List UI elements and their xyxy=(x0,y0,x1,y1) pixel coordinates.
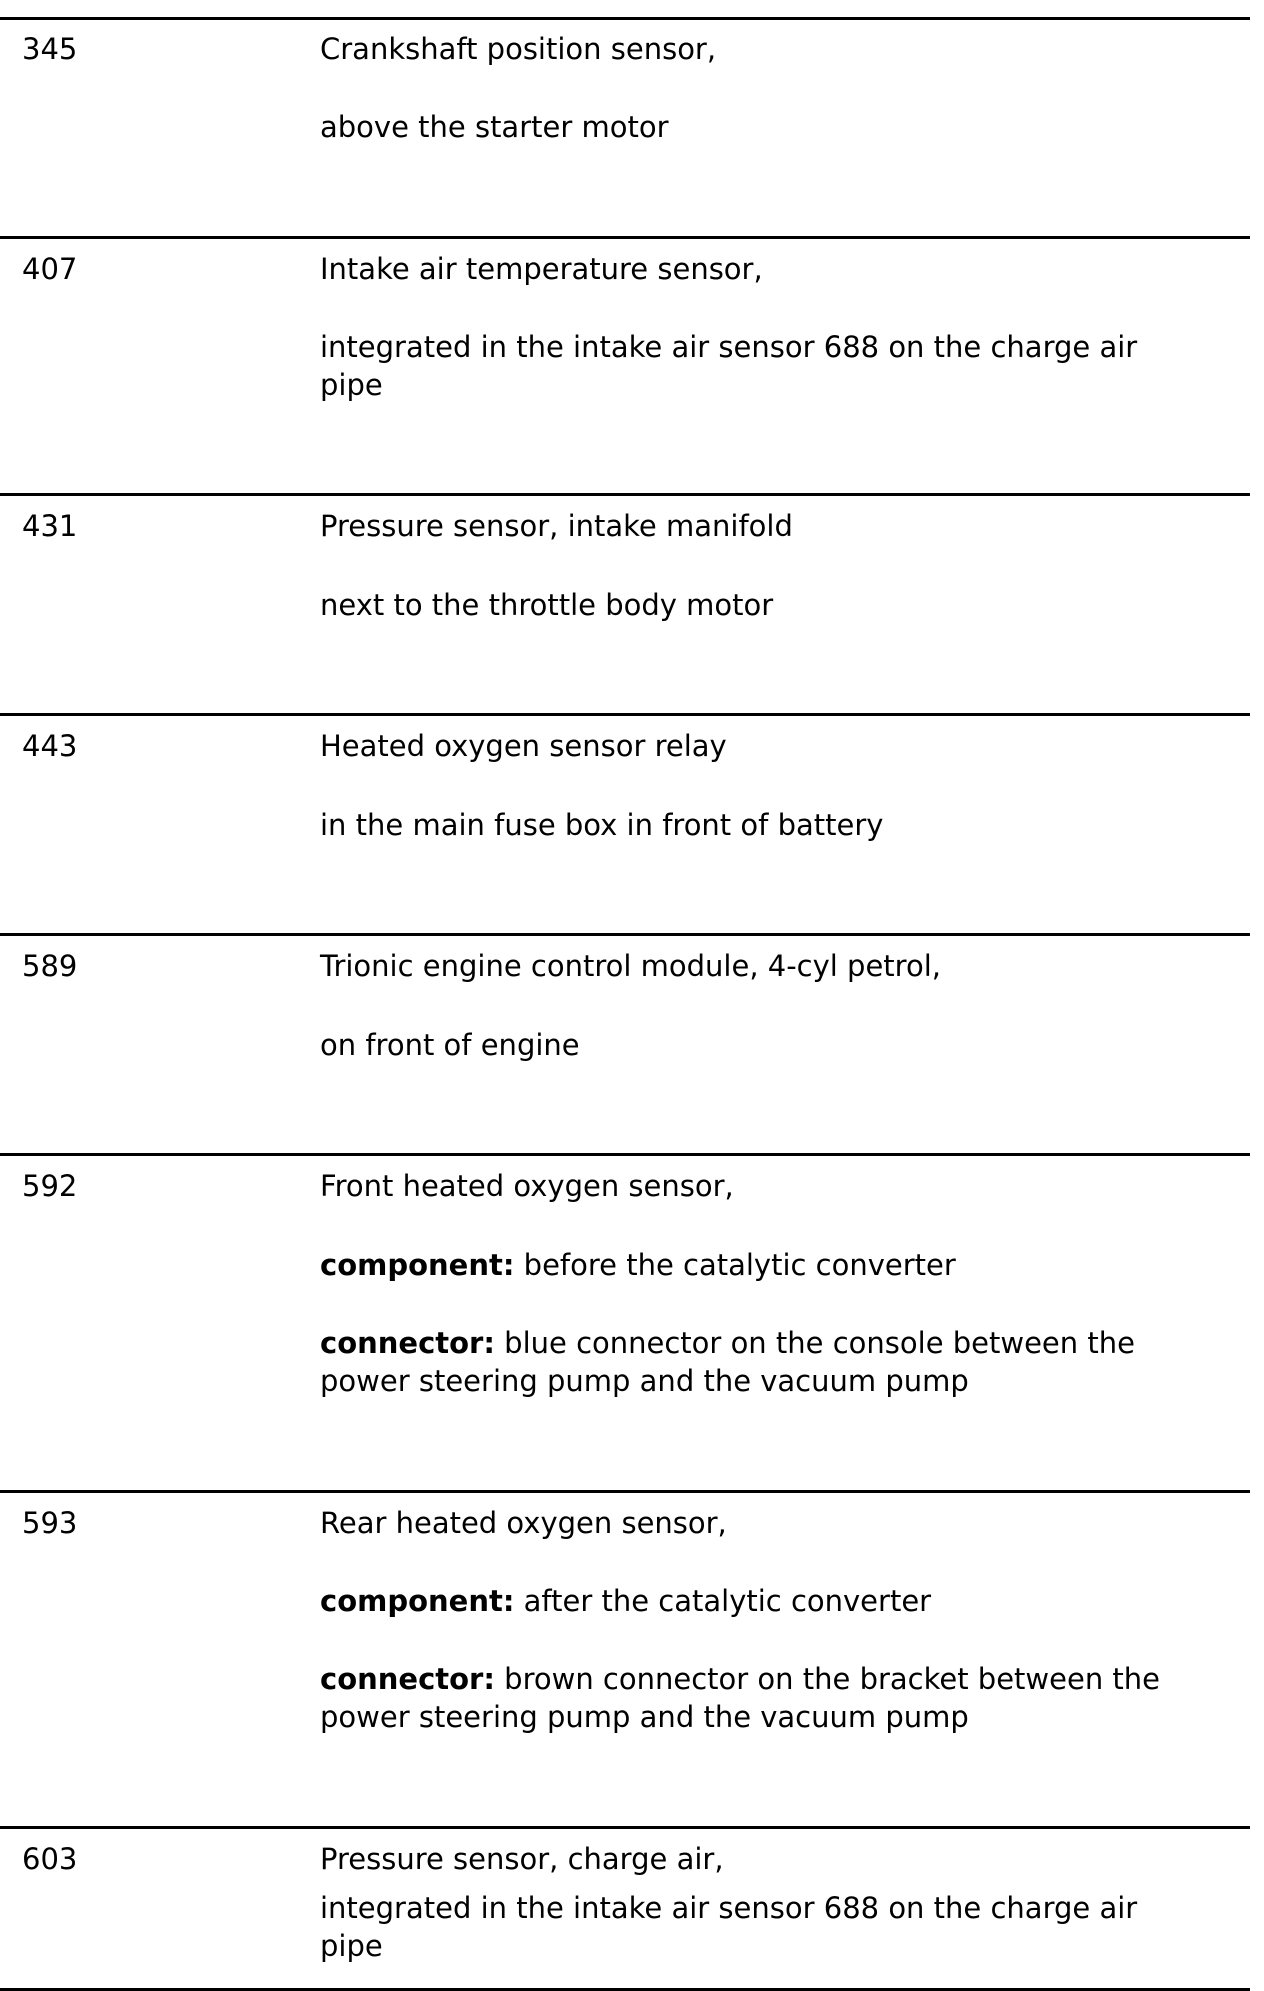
row-divider xyxy=(0,17,1250,20)
component-detail xyxy=(320,1582,1240,1620)
component-title: Crankshaft position sensor, xyxy=(320,32,717,66)
component-location: integrated in the intake air sensor 688 on the charge air xyxy=(320,1891,1138,1925)
component-number: 592 xyxy=(22,1169,78,1203)
row-divider xyxy=(0,1153,1250,1156)
connector-label: connector: xyxy=(320,1662,495,1696)
component-location: integrated in the intake air sensor 688 on the charge air xyxy=(320,330,1138,364)
row-divider xyxy=(0,1490,1250,1493)
component-title: Pressure sensor, charge air, xyxy=(320,1842,724,1876)
component-detail xyxy=(320,1246,1240,1284)
component-location: on front of engine xyxy=(320,1028,580,1062)
component-location-cont: pipe xyxy=(320,1929,383,1963)
component-title: Trionic engine control module, 4-cyl petrol, xyxy=(320,949,941,983)
component-number: 443 xyxy=(22,729,78,763)
component-title: Intake air temperature sensor, xyxy=(320,252,763,286)
component-number: 603 xyxy=(22,1842,78,1876)
connector-text-cont: power steering pump and the vacuum pump xyxy=(320,1364,969,1398)
component-title: Rear heated oxygen sensor, xyxy=(320,1506,727,1540)
component-text: before the catalytic converter xyxy=(523,1248,956,1282)
component-location: in the main fuse box in front of battery xyxy=(320,808,884,842)
component-location: above the starter motor xyxy=(320,110,669,144)
component-number: 345 xyxy=(22,32,78,66)
component-number: 407 xyxy=(22,252,78,286)
component-number: 431 xyxy=(22,509,78,543)
component-number: 589 xyxy=(22,949,78,983)
connector-text: blue connector on the console between the xyxy=(504,1326,1135,1360)
connector-detail xyxy=(320,1324,1240,1362)
component-number: 593 xyxy=(22,1506,78,1540)
row-divider xyxy=(0,713,1250,716)
row-divider xyxy=(0,493,1250,496)
connector-label: connector: xyxy=(320,1326,495,1360)
component-title: Front heated oxygen sensor, xyxy=(320,1169,734,1203)
component-label: component: xyxy=(320,1248,515,1282)
component-location: next to the throttle body motor xyxy=(320,588,774,622)
component-location-cont: pipe xyxy=(320,368,383,402)
component-label: component: xyxy=(320,1584,515,1618)
component-title: Pressure sensor, intake manifold xyxy=(320,509,793,543)
component-title: Heated oxygen sensor relay xyxy=(320,729,727,763)
connector-detail xyxy=(320,1660,1240,1698)
connector-text-cont: power steering pump and the vacuum pump xyxy=(320,1700,969,1734)
row-divider xyxy=(0,236,1250,239)
row-divider xyxy=(0,1826,1250,1829)
connector-text: brown connector on the bracket between the xyxy=(504,1662,1161,1696)
component-text: after the catalytic converter xyxy=(523,1584,932,1618)
row-divider xyxy=(0,933,1250,936)
